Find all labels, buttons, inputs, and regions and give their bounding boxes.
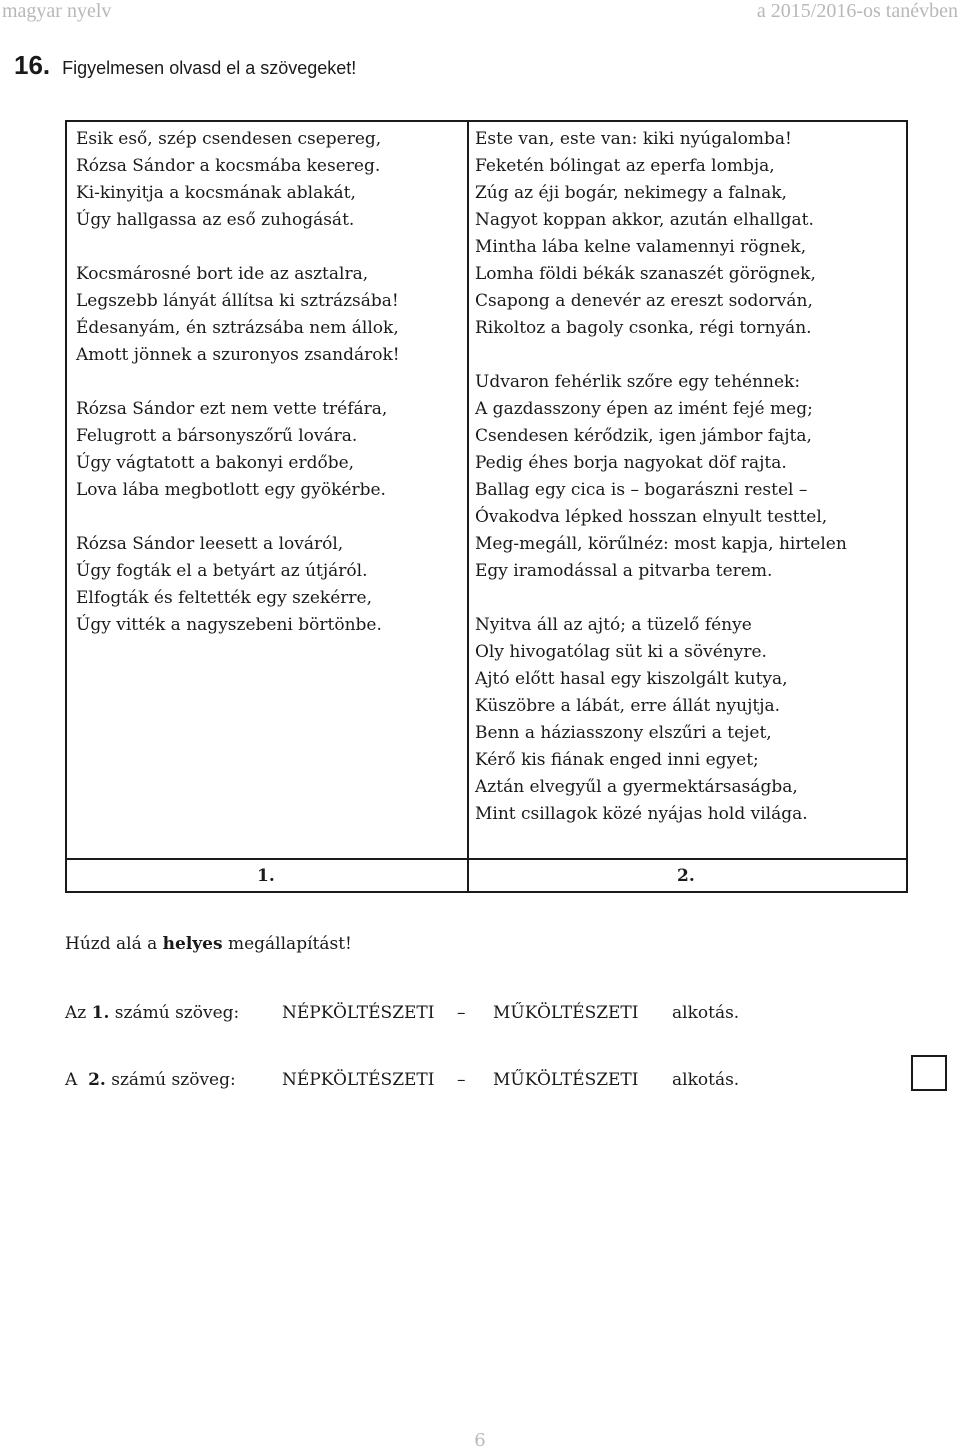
poem-line: Nagyot koppan akkor, azután elhallgat. <box>475 210 814 230</box>
poem-line: Ajtó előtt hasal egy kiszolgált kutya, <box>475 669 788 689</box>
instruction-pre: Húzd alá a <box>65 934 163 954</box>
stanza-gap <box>475 342 847 369</box>
poem-line: Csendesen kérődzik, igen jámbor fajta, <box>475 426 812 446</box>
answer-row-label <box>65 1003 239 1023</box>
poem-line: Úgy hallgassa az eső zuhogását. <box>76 210 355 230</box>
option-mukolteszeti[interactable]: MŰKÖLTÉSZETI <box>493 1070 639 1090</box>
poem-line: Rózsa Sándor ezt nem vette tréfára, <box>76 399 388 419</box>
stanza-gap <box>76 504 400 531</box>
poem-line: A gazdasszony épen az imént fejé meg; <box>475 399 813 419</box>
poem-2-text <box>475 126 847 828</box>
option-mukolteszeti[interactable]: MŰKÖLTÉSZETI <box>493 1003 639 1023</box>
poem-line: Legszebb lányát állítsa ki sztrázsába! <box>76 291 399 311</box>
poem-line: Oly hivogatólag süt ki a sövényre. <box>475 642 767 662</box>
task-heading <box>14 50 356 81</box>
stanza-gap <box>76 369 400 396</box>
poem-line: Csapong a denevér az ereszt sodorván, <box>475 291 813 311</box>
answer-row-label <box>65 1070 236 1090</box>
poem-line: Nyitva áll az ajtó; a tüzelő fénye <box>475 615 752 635</box>
underline-instruction <box>65 934 352 954</box>
poem-line: Ki-kinyitja a kocsmának ablakát, <box>76 183 356 203</box>
row-suffix: számú szöveg: <box>105 1070 236 1090</box>
poem-1-label: 1. <box>257 866 275 886</box>
poem-line: Benn a háziasszony elszűri a tejet, <box>475 723 772 743</box>
score-box[interactable] <box>911 1055 947 1091</box>
row-prefix: Az <box>65 1003 92 1023</box>
poem-line: Úgy vágtatott a bakonyi erdőbe, <box>76 453 355 473</box>
poem-line: Rikoltoz a bagoly csonka, régi tornyán. <box>475 318 812 338</box>
poem-table <box>65 120 908 893</box>
option-separator: – <box>457 1070 466 1090</box>
poem-line: Elfogták és feltették egy szekérre, <box>76 588 372 608</box>
poem-line: Mint csillagok közé nyájas hold világa. <box>475 804 808 824</box>
poem-line: Küszöbre a lábát, erre állát nyujtja. <box>475 696 781 716</box>
row-prefix: A <box>65 1070 89 1090</box>
row-ending: alkotás. <box>672 1003 740 1023</box>
poem-line: Felugrott a bársonyszőrű lovára. <box>76 426 358 446</box>
stanza-gap <box>475 585 847 612</box>
poem-line: Ballag egy cica is – bogarászni restel – <box>475 480 808 500</box>
poem-line: Kérő kis fiának enged inni egyet; <box>475 750 759 770</box>
poem-line: Úgy vitték a nagyszebeni börtönbe. <box>76 615 382 635</box>
instruction-bold: helyes <box>162 934 223 954</box>
task-instruction: Figyelmesen olvasd el a szövegeket! <box>62 58 357 78</box>
poem-line: Amott jönnek a szuronyos zsandárok! <box>76 345 400 365</box>
poem-line: Rózsa Sándor a kocsmába kesereg. <box>76 156 381 176</box>
poem-line: Este van, este van: kiki nyúgalomba! <box>475 129 792 149</box>
poem-line: Pedig éhes borja nagyokat döf rajta. <box>475 453 787 473</box>
poem-line: Udvaron fehérlik szőre egy tehénnek: <box>475 372 801 392</box>
poem-line: Óvakodva lépked hosszan elnyult testtel, <box>475 507 828 527</box>
column-divider <box>467 122 469 891</box>
poem-line: Feketén bólingat az eperfa lombja, <box>475 156 775 176</box>
poem-line: Lova lába megbotlott egy gyökérbe. <box>76 480 386 500</box>
stanza-gap <box>76 234 400 261</box>
poem-line: Aztán elvegyűl a gyermektársaságba, <box>475 777 798 797</box>
poem-line: Kocsmárosné bort ide az asztalra, <box>76 264 369 284</box>
row-number: 2. <box>88 1070 106 1090</box>
task-number: 16. <box>14 50 51 80</box>
instruction-post: megállapítást! <box>222 934 352 954</box>
option-nepkolteszeti[interactable]: NÉPKÖLTÉSZETI <box>282 1003 435 1023</box>
poem-line: Édesanyám, én sztrázsába nem állok, <box>76 318 399 338</box>
row-ending: alkotás. <box>672 1070 740 1090</box>
poem-line: Úgy fogták el a betyárt az útjáról. <box>76 561 368 581</box>
option-separator: – <box>457 1003 466 1023</box>
poem-line: Mintha lába kelne valamennyi rögnek, <box>475 237 807 257</box>
poem-line: Meg-megáll, körűlnéz: most kapja, hirtelen <box>475 534 847 554</box>
poem-line: Egy iramodással a pitvarba terem. <box>475 561 773 581</box>
poem-line: Esik eső, szép csendesen csepereg, <box>76 129 382 149</box>
header-subject: magyar nyelv <box>2 0 112 22</box>
option-nepkolteszeti[interactable]: NÉPKÖLTÉSZETI <box>282 1070 435 1090</box>
row-suffix: számú szöveg: <box>109 1003 240 1023</box>
poem-line: Lomha földi békák szanaszét görögnek, <box>475 264 816 284</box>
label-row-divider <box>67 858 906 860</box>
poem-line: Zúg az éji bogár, nekimegy a falnak, <box>475 183 787 203</box>
row-number: 1. <box>91 1003 110 1023</box>
poem-2-label: 2. <box>677 866 695 886</box>
header-school-year: a 2015/2016-os tanévben <box>756 0 958 22</box>
poem-line: Rózsa Sándor leesett a lováról, <box>76 534 344 554</box>
poem-1-text <box>76 126 400 639</box>
page-number: 6 <box>474 1430 486 1451</box>
